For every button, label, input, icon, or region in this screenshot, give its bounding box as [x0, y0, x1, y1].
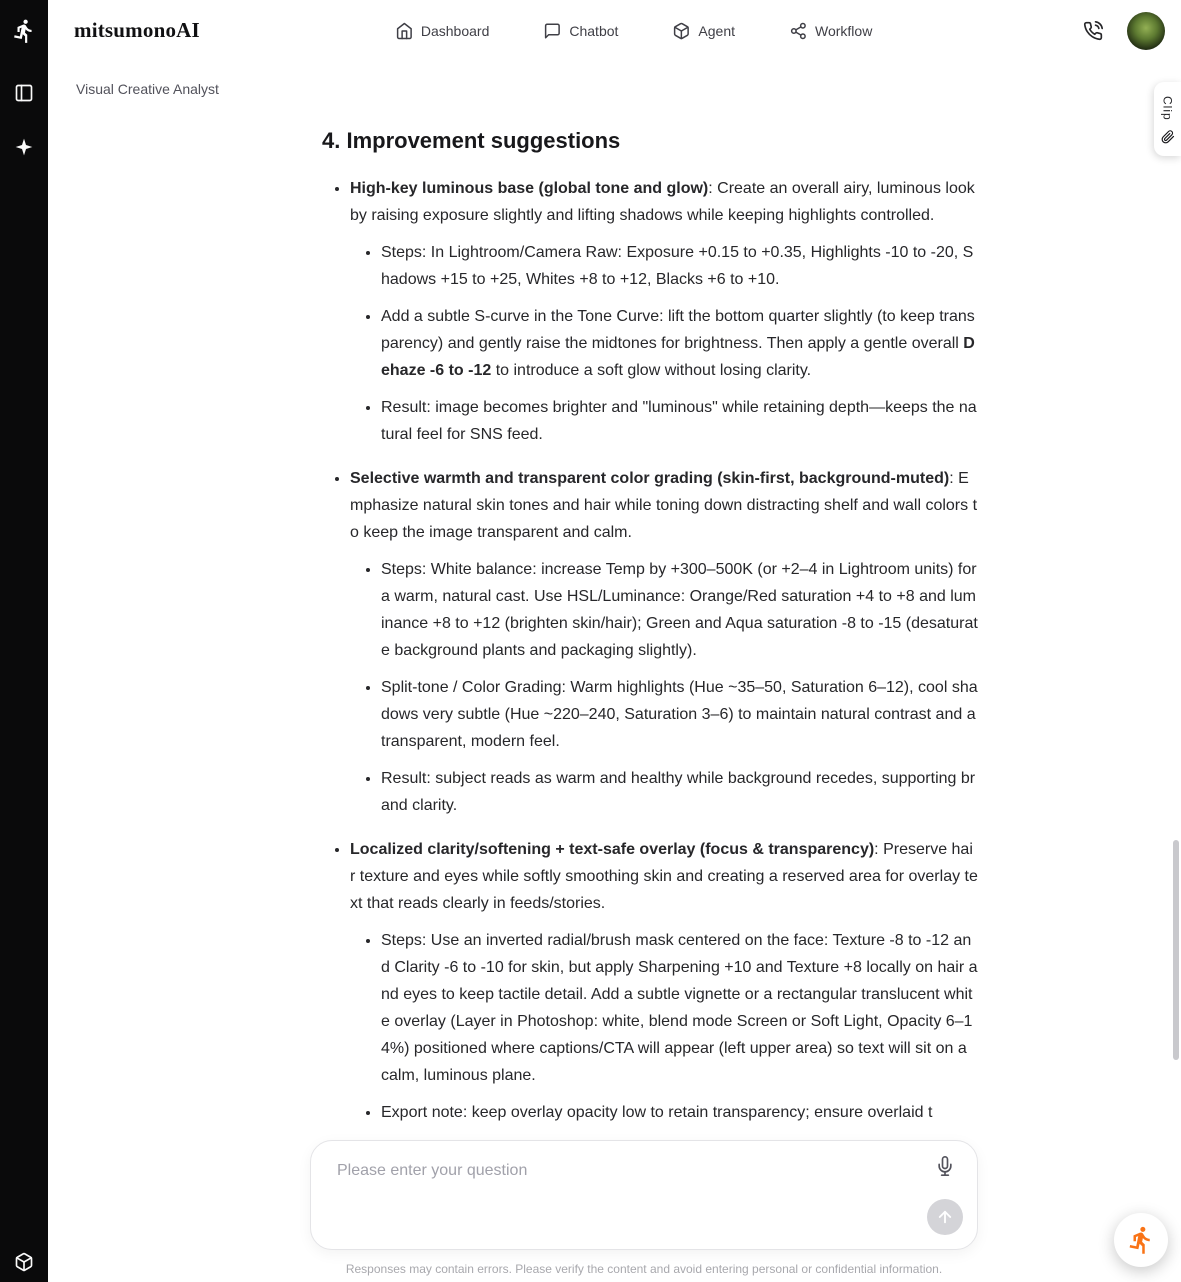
suggestion-subitem [381, 556, 978, 664]
voice-input-button[interactable] [935, 1156, 955, 1176]
bold-text: High-key luminous base (global tone and glow) [350, 180, 709, 197]
bold-text: Localized clarity/softening + text-safe overlay (focus & transparency) [350, 841, 875, 858]
question-input[interactable] [337, 1159, 877, 1219]
bold-text: Dehaze -6 to -12 [381, 335, 975, 379]
text: Steps: White balance: increase Temp by +300–500K (or +2–4 in Lightroom units) for a warm, natural cast. Use HSL/Luminance: Orange/Red saturation +4 to +8 and luminance +8 to +12 (brighten skin/hair); Green and Aqua saturation -8 to -15 (desaturate background plants and packaging slightly). [381, 561, 978, 659]
share-nodes-icon [789, 22, 807, 40]
left-rail [0, 0, 48, 1282]
ninja-logo-icon [1126, 1225, 1156, 1255]
text: Export note: keep overlay opacity low to retain transparency; ensure overlaid t [381, 1104, 933, 1121]
cube-icon [672, 22, 690, 40]
suggestion-subitem [381, 674, 978, 755]
nav-label: Chatbot [569, 22, 619, 39]
suggestion-subitem [381, 927, 978, 1089]
text: Result: image becomes brighter and "luminous" while retaining depth—keeps the natural feel for SNS feed. [381, 399, 977, 443]
main-nav [395, 22, 872, 40]
send-arrow-icon [936, 1208, 954, 1226]
sidebar-toggle-button[interactable] [14, 83, 34, 103]
box-icon [14, 1252, 34, 1272]
suggestion-item [350, 175, 978, 448]
clip-tab-label: Clip [1160, 96, 1175, 121]
phone-call-button[interactable] [1083, 21, 1103, 41]
nav-item-chatbot[interactable] [543, 22, 618, 40]
text: : Emphasize natural skin tones and hair while toning down distracting shelf and wall colors to keep the image transparent and calm. [350, 470, 978, 541]
chat-main-area [48, 61, 1181, 1282]
nav-label: Agent [698, 22, 736, 39]
assistant-fab[interactable] [1114, 1213, 1168, 1267]
text: Steps: In Lightroom/Camera Raw: Exposure +0.15 to +0.35, Highlights -10 to -20, Shadows +15 to +25, Whites +8 to +12, Blacks +6 to +10. [381, 244, 974, 288]
suggestion-item [350, 465, 978, 819]
scrollbar-thumb[interactable] [1173, 840, 1179, 1060]
sidebar-toggle-icon [14, 83, 34, 103]
suggestion-subitem [381, 1099, 978, 1126]
header-right [1083, 12, 1165, 50]
agent-title: Visual Creative Analyst [76, 81, 219, 97]
message-heading: 4. Improvement suggestions [322, 128, 621, 153]
microphone-icon [935, 1156, 955, 1176]
suggestion-sublist [350, 239, 978, 448]
suggestion-item-text [350, 175, 978, 229]
text: : Preserve hair texture and eyes while softly smoothing skin and creating a reserved area for overlay text that reads clearly in feeds/stories. [350, 841, 978, 912]
suggestion-item-text [350, 836, 978, 917]
brand-wordmark: mitsumonoAI [74, 18, 200, 42]
suggestion-sublist [350, 556, 978, 819]
nav-item-workflow[interactable] [789, 22, 872, 40]
suggestion-list [322, 175, 978, 1126]
nav-label: Workflow [815, 22, 873, 39]
suggestion-subitem [381, 394, 978, 448]
suggestion-item-text [350, 465, 978, 546]
clip-tab[interactable] [1154, 82, 1181, 156]
nav-item-dashboard[interactable] [395, 22, 490, 40]
bold-text: Selective warmth and transparent color grading (skin-first, background-muted) [350, 470, 950, 487]
suggestion-subitem [381, 765, 978, 819]
question-composer [310, 1140, 978, 1250]
send-button[interactable] [927, 1199, 963, 1235]
paperclip-icon [1161, 130, 1175, 144]
assistant-sparkle-button[interactable] [14, 137, 34, 157]
suggestion-subitem [381, 239, 978, 293]
chat-bubble-icon [543, 22, 561, 40]
text: Split-tone / Color Grading: Warm highlights (Hue ~35–50, Saturation 6–12), cool shadows very subtle (Hue ~220–240, Saturation 3–6) to maintain natural contrast and a transparent, modern feel. [381, 679, 978, 750]
user-avatar[interactable] [1127, 12, 1165, 50]
sparkle-icon [14, 137, 34, 157]
text: Result: subject reads as warm and healthy while background recedes, supporting brand clarity. [381, 770, 976, 814]
brand-logo-button[interactable] [0, 0, 48, 61]
nav-label: Dashboard [420, 22, 490, 39]
text: : Create an overall airy, luminous look by raising exposure slightly and lifting shadows while keeping highlights controlled. [350, 180, 975, 224]
ninja-logo-icon [11, 18, 37, 44]
top-header [48, 0, 1181, 61]
suggestion-sublist [350, 927, 978, 1126]
text: Add a subtle S-curve in the Tone Curve: lift the bottom quarter slightly (to keep transparency) and gently raise the midtones for brightness. Then apply a gentle overall [381, 308, 975, 352]
suggestion-subitem [381, 303, 978, 384]
text: to introduce a soft glow without losing clarity. [491, 362, 812, 379]
sandbox-button[interactable] [14, 1252, 34, 1272]
disclaimer-text: Responses may contain errors. Please verify the content and avoid entering personal or confidential information. [345, 1262, 943, 1276]
suggestion-item [350, 836, 978, 1126]
text: Steps: Use an inverted radial/brush mask centered on the face: Texture -8 to -12 and Clarity -6 to -10 for skin, but apply Sharpening +10 and Texture +8 locally on hair and eyes to keep tactile detail. Add a subtle vignette or a rectangular translucent white overlay (Layer in Photoshop: white, blend mode Screen or Soft Light, Opacity 6–14%) positioned where captions/CTA will appear (left upper area) so text will sit on a calm, luminous plane. [381, 932, 978, 1084]
phone-call-icon [1083, 21, 1103, 41]
home-icon [395, 22, 413, 40]
nav-item-agent[interactable] [672, 22, 735, 40]
composer-region [48, 1130, 1181, 1282]
assistant-message [322, 127, 978, 1126]
